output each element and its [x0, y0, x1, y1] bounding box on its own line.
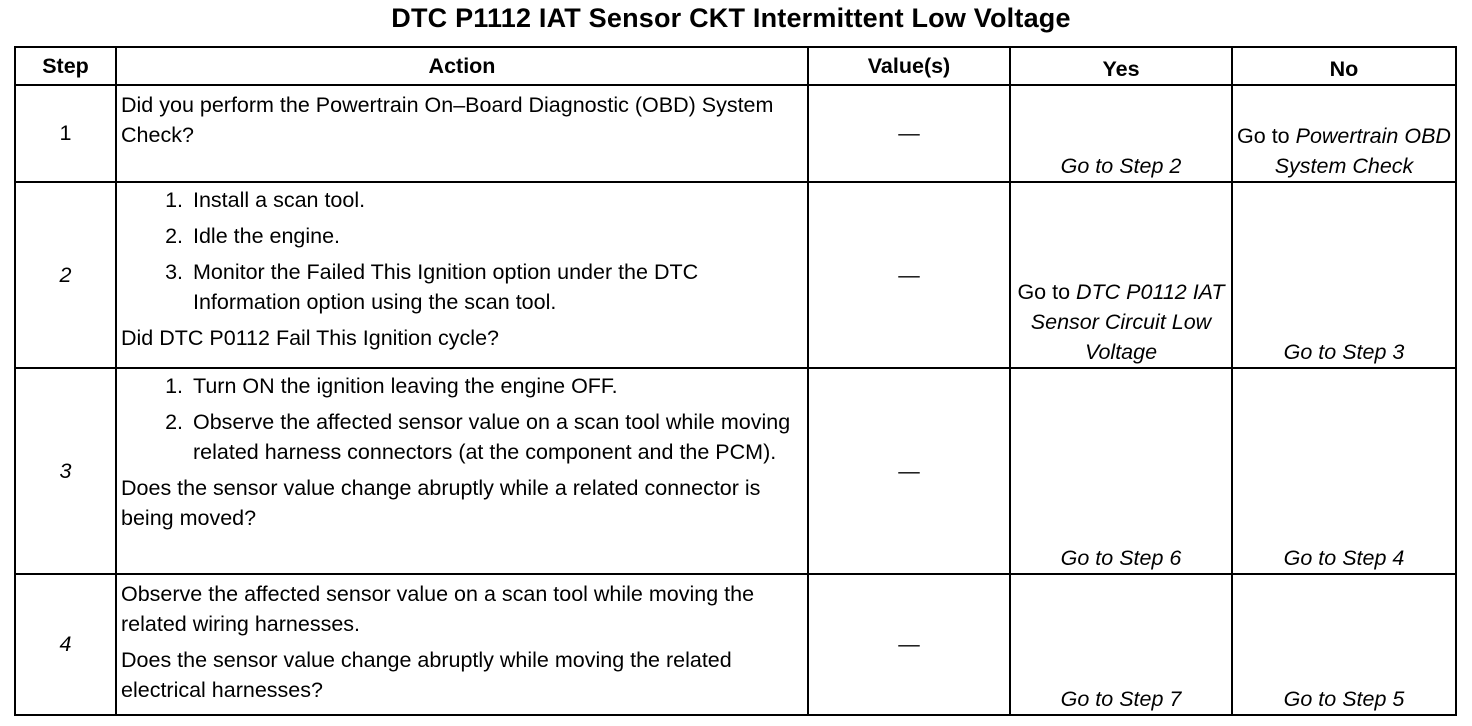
yes-cell: Go to Step 6 — [1010, 368, 1232, 574]
yes-prefix: Go to — [1017, 279, 1076, 304]
header-yes: Yes — [1010, 47, 1232, 85]
value-cell: — — [808, 368, 1010, 574]
yes-cell: Go to Step 2 — [1010, 85, 1232, 182]
no-cell — [1232, 85, 1456, 182]
page-title: DTC P1112 IAT Sensor CKT Intermittent Low Voltage — [391, 3, 1071, 33]
action-instruction: Observe the affected sensor value on a scan tool while moving the related wiring harnesses. — [121, 581, 755, 636]
header-action: Action — [116, 47, 808, 85]
action-question: Did DTC P0112 Fail This Ignition cycle? — [121, 325, 500, 350]
action-cell — [116, 85, 808, 182]
action-cell — [116, 182, 808, 368]
yes-cell — [1010, 182, 1232, 368]
action-cell — [116, 368, 808, 574]
step-number: 3 — [15, 368, 116, 574]
value-cell: — — [808, 85, 1010, 182]
header-no: No — [1232, 47, 1456, 85]
no-cell: Go to Step 3 — [1232, 182, 1456, 368]
yes-cell: Go to Step 7 — [1010, 574, 1232, 715]
action-step: 1. Install a scan tool. — [189, 185, 803, 215]
step-number: 1 — [15, 85, 116, 182]
no-link-text: Powertrain OBD System Check — [1274, 123, 1451, 178]
header-step: Step — [15, 47, 116, 85]
table-row — [15, 574, 1456, 715]
value-cell: — — [808, 182, 1010, 368]
header-values: Value(s) — [808, 47, 1010, 85]
table-row — [15, 85, 1456, 182]
action-question: Does the sensor value change abruptly while moving the related electrical harnesses? — [121, 647, 732, 702]
yes-link-text: DTC P0112 IAT Sensor Circuit Low Voltage — [1030, 279, 1225, 364]
action-step: 2. Observe the affected sensor value on a scan tool while moving related harness connectors (at the component and the PCM). — [189, 407, 803, 467]
diagnostic-table — [14, 46, 1457, 716]
table-row — [15, 368, 1456, 574]
step-number: 2 — [15, 182, 116, 368]
no-cell: Go to Step 5 — [1232, 574, 1456, 715]
action-cell — [116, 574, 808, 715]
action-step: 1. Turn ON the ignition leaving the engine OFF. — [189, 371, 803, 401]
action-step: 3. Monitor the Failed This Ignition option under the DTC Information option using the scan tool. — [189, 257, 803, 317]
step-number: 4 — [15, 574, 116, 715]
action-question: Did you perform the Powertrain On–Board Diagnostic (OBD) System Check? — [121, 93, 774, 147]
action-step: 2. Idle the engine. — [189, 221, 803, 251]
action-steps-list — [121, 185, 803, 317]
no-prefix: Go to — [1237, 123, 1296, 148]
no-cell: Go to Step 4 — [1232, 368, 1456, 574]
action-question: Does the sensor value change abruptly while a related connector is being moved? — [121, 475, 761, 530]
table-row — [15, 182, 1456, 368]
action-steps-list — [121, 371, 803, 467]
value-cell: — — [808, 574, 1010, 715]
table-header-row — [15, 47, 1456, 85]
